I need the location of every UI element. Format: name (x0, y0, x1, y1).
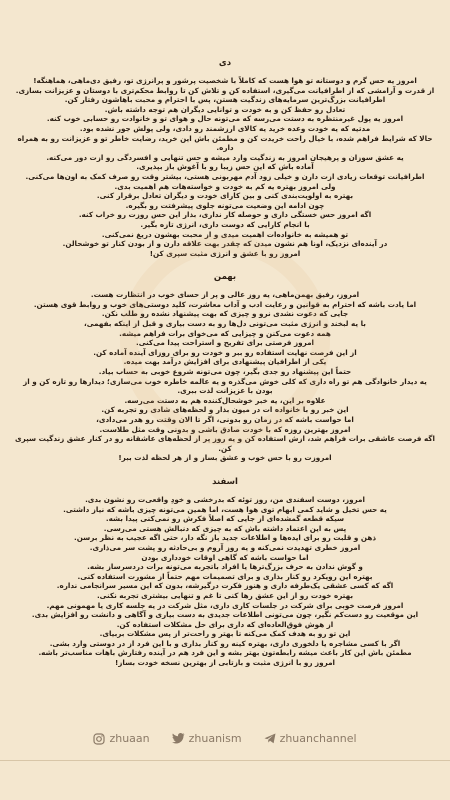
horoscope-line: امروز یه پول غیرمنتظره به دستت می‌رسه که می‌تونه حال و هوای تو و خانوادت رو حسابی خوب کنه. (46, 114, 404, 124)
telegram-label: zhuanchannel (279, 732, 357, 745)
section-title: بهمن (213, 272, 237, 283)
telegram-icon (264, 733, 276, 744)
section-gap (14, 463, 436, 471)
horoscope-line: سیکه قطعه گمشده‌ای از جایی که اصلاً فکرش رو نمی‌کنی پیدا بشه. (105, 514, 345, 524)
horoscope-line: بهتره به اولویت‌بندی کنی و بین کارای خودت و دیگران تعادل برقرار کنی. (96, 191, 354, 201)
horoscope-line: همه دعوت می‌کنن و چیزایی که می‌خوای برات فراهم میشه. (119, 328, 331, 338)
horoscope-line: امروز خطری تهدیدت نمی‌کنه و یه روز آروم و بی‌حادثه رو پشت سر می‌ذاری. (89, 542, 361, 552)
instagram-handle[interactable] (93, 732, 149, 745)
horoscope-line: حالا که شرایط فراهم شده، با خیال راحت خریدت کن و مطمئن باش این خرید، رضایت خاطر تو و عزیزانت رو به همراه داره. (17, 133, 433, 153)
twitter-icon (172, 733, 185, 744)
horoscope-line: آماده باش که این حس زیبا رو با آغوش باز بپذیری. (136, 162, 314, 172)
horoscope-line: اما حواست باشه که در زمان رو بدونی، اگر تا الان وقتت رو هدر می‌دادی، (96, 415, 354, 424)
horoscope-line: چون ادامه این وضعیت می‌تونه جلوی پیشرفتت رو بگیره. (125, 200, 325, 210)
horoscope-line: پس به این اعتماد داشته باش که به چیزی که دنبالش هستی می‌رسی. (103, 523, 347, 533)
horoscope-line: و گوش ندادن به حرف بزرگ‌ترها یا افراد باتجربه می‌تونه برات دردسرساز بشه. (87, 562, 363, 572)
horoscope-line: یه حس تخیل و شاید کمی ابهام توی هوا هست، اما همین می‌تونه چیزی باشه که نیاز داشتی. (63, 504, 387, 514)
horoscope-line: امروز، دوست اسفندی من، روز توئه که بدرخشی و خودِ واقعی‌ت رو نشون بدی. (85, 494, 365, 504)
horoscope-line: تعادل رو حفظ کن و به خودت و توانایی دیگران هم توجه داشته باش. (104, 104, 346, 114)
horoscope-line: در آینده‌ای نزدیک، اونا هم نشون میدن که چقدر بهت علاقه دارن و از بودن کنار تو خوشحالن. (62, 239, 388, 249)
horoscope-line: از قدرت و آرامشی که از اطرافیانت می‌گیری، استفاده کن و تلاش کن تا روابط محکم‌تری با دوستان و عزیزانت بسازی. (15, 85, 435, 95)
horoscope-line: اما حواست باشه که گاهی اوقات خودداری بودن (141, 552, 309, 562)
horoscope-line: جایی که دعوت نشدی نرو و چیزی که بهت پیشنهاد نشده رو طلب نکن. (101, 309, 349, 319)
section-title: اسفند (212, 476, 238, 487)
horoscope-line: امروزت رو با حس خوب و عشق بساز و از هر لحظه لذت ببر! (118, 453, 332, 463)
horoscope-line: امروز فرصت خوبی برای شرکت در جلسات کاری داری، مثل شرکت در یه جلسه کاری یا مهمونی مهم. (46, 600, 404, 610)
horoscope-line: از هوش فوق‌العاده‌ای که داری برای حل مشکلات استفاده کن. (116, 619, 334, 629)
horoscope-line: امروز رو با عشق و انرژی مثبت سپری کن! (149, 248, 301, 258)
horoscope-line: یه عشق سوزان و پرهیجان امروز به زندگیت وارد میشه و حس تنهایی و افسردگی رو ازت دور می‌کنه. (46, 152, 404, 162)
horoscope-line: ذهن و قلبت رو برای ایده‌ها و اطلاعات جدید باز نگه دار، حتی اگه عجیب به نظر برسن. (73, 533, 377, 543)
instagram-icon (93, 733, 105, 745)
horoscope-line: یه دیدار خانوادگی هم تو راه داری که کلی خوش می‌گذره و یه عالمه خاطره خوب می‌سازی؛ دیدارها رو تازه کن و از بودن با عزیزانت لذت ببری. (23, 376, 427, 396)
instagram-label: zhuaan (109, 732, 150, 745)
horoscope-line: بهتره این رویکرد رو کنار بذاری و برای تصمیمات مهم حتماً از مشورت استفاده کنی. (77, 571, 373, 581)
horoscope-line: با یه لبخند و انرژی مثبت می‌تونی دل‌ها رو به دست بیاری و قبل از اینکه بفهمی، (84, 319, 366, 329)
horoscope-line: امروز یه حس گرم و دوستانه تو هوا هست که کاملاً با شخصیت پرشور و پرانرژی تو، رفیق دی‌ماهی، هماهنگه! (33, 76, 417, 85)
horoscope-line: امروز، رفیق بهمن‌ماهی، یه روز عالی و پر از حسای خوب در انتظارت هست. (90, 290, 360, 300)
horoscope-line: حتماً این پیشنهاد رو جدی بگیر، چون می‌تونه شروع خوبی به حساب بیاد. (98, 367, 352, 377)
horoscope-line: اگه فرصت عاشقی برات فراهم شد، ازش استفاده کن و یه روز پر از لحظه‌های عاشقانه رو در کنار عشق زندگیت سپری کن. (15, 434, 435, 453)
horoscope-line: با انجام کارایی که دوست داری، انرژی تازه بگیر. (140, 219, 310, 229)
horoscope-paragraph (14, 76, 436, 258)
twitter-label: zhuanism (188, 732, 242, 745)
horoscope-line: از این فرصت نهایت استفاده رو ببر و خودت رو برای روزای آینده آماده کن. (93, 347, 357, 357)
horoscope-line: امروز بهترین روزه که با خودت صادق باشی و بدونی وقت مثل طلاست. (99, 424, 351, 434)
horoscope-line: اگه که کسی عشقی یک‌طرفه داری و هنوز فکرت درگیرشه، بدون که این مسیر سرانجامی نداره. (56, 581, 394, 591)
section-title: دی (218, 58, 232, 68)
telegram-handle[interactable] (264, 732, 357, 745)
horoscope-line: اطرافیانت توقعات زیادی ازت دارن و خیلی زود آدم مهربونی هستی، بیشتر وقت رو صرف کمک به اون‌ها می‌کنی. (25, 171, 425, 181)
horoscope-line: اطرافیانت بزرگ‌ترین سرمایه‌های زندگیت هستن، پس با احترام و محبت باهاشون رفتار کن. (64, 95, 386, 105)
horoscope-line: ولی امروز بهتره یه کم به خودت و خواسته‌هات هم اهمیت بدی. (114, 181, 336, 191)
horoscope-line: یکی از اطرافیان پیشنهادی برای افزایش درآمد بهت میده. (123, 357, 327, 367)
horoscope-line: علاوه بر این، یه خبر خوشحال‌کننده هم به دستت می‌رسه. (124, 395, 326, 405)
horoscope-line: مطمئن باش این کار باعث میشه رابطه‌تون بهتر بشه و این فرد هم در آینده رفتارش باهات مناسب‌تر باشه. (38, 648, 412, 658)
footer-divider (0, 760, 450, 761)
horoscope-paragraph (14, 495, 436, 668)
horoscope-line: تو همیشه به خانواده‌ات اهمیت میدی و از محبت بهشون دریغ نمی‌کنی. (101, 229, 349, 239)
horoscope-line: مدتیه که یه خودت وعده خرید یه کالای ارزشمند رو دادی، ولی پولش جور نشده بود. (79, 123, 371, 133)
horoscope-line: این تو رو به هدف کمک می‌کنه تا بهتر و راحت‌تر از پس مشکلات بربیای. (99, 629, 351, 639)
horoscope-line: امروز فرصتی برای تفریح و استراحت پیدا می‌کنی. (135, 338, 315, 348)
twitter-handle[interactable] (172, 732, 242, 745)
watermark-logo (120, 235, 330, 445)
horoscope-line: اگه امروز حس خستگی داری و حوصله کار نداری، بذار این حس روزت رو خراب کنه. (78, 210, 372, 220)
horoscope-line: این موقعیت رو دست‌کم نگیر، چون می‌تونی اطلاعات جدیدی به دست بیاری و آگاهی و دانشت رو افزایش بدی. (31, 610, 419, 620)
horoscope-line: امروز رو با انرژی مثبت و بازتابی از بهترین نسخه خودت بساز! (114, 658, 336, 668)
horoscope-line: بهتره خودت رو از این عشق رها کنی تا غم و تنهایی بیشتری تجربه نکنی. (96, 590, 354, 600)
social-footer (0, 732, 450, 745)
horoscope-line: اگر با کسی مشاجره یا دلخوری داری، بهتره کینه رو کنار بذاری و با این فرد از در دوستی وارد بشی. (49, 638, 401, 648)
horoscope-line: اما یادت باشه که احترام به قوانین و رعایت ادب و آداب معاشرت، کلید دوستی‌های خوب و روابط قوی هستن. (33, 299, 417, 309)
horoscope-line: این خبر رو با خانواده ات در میون بذار و لحظه‌های شادی رو تجربه کن. (101, 405, 349, 415)
